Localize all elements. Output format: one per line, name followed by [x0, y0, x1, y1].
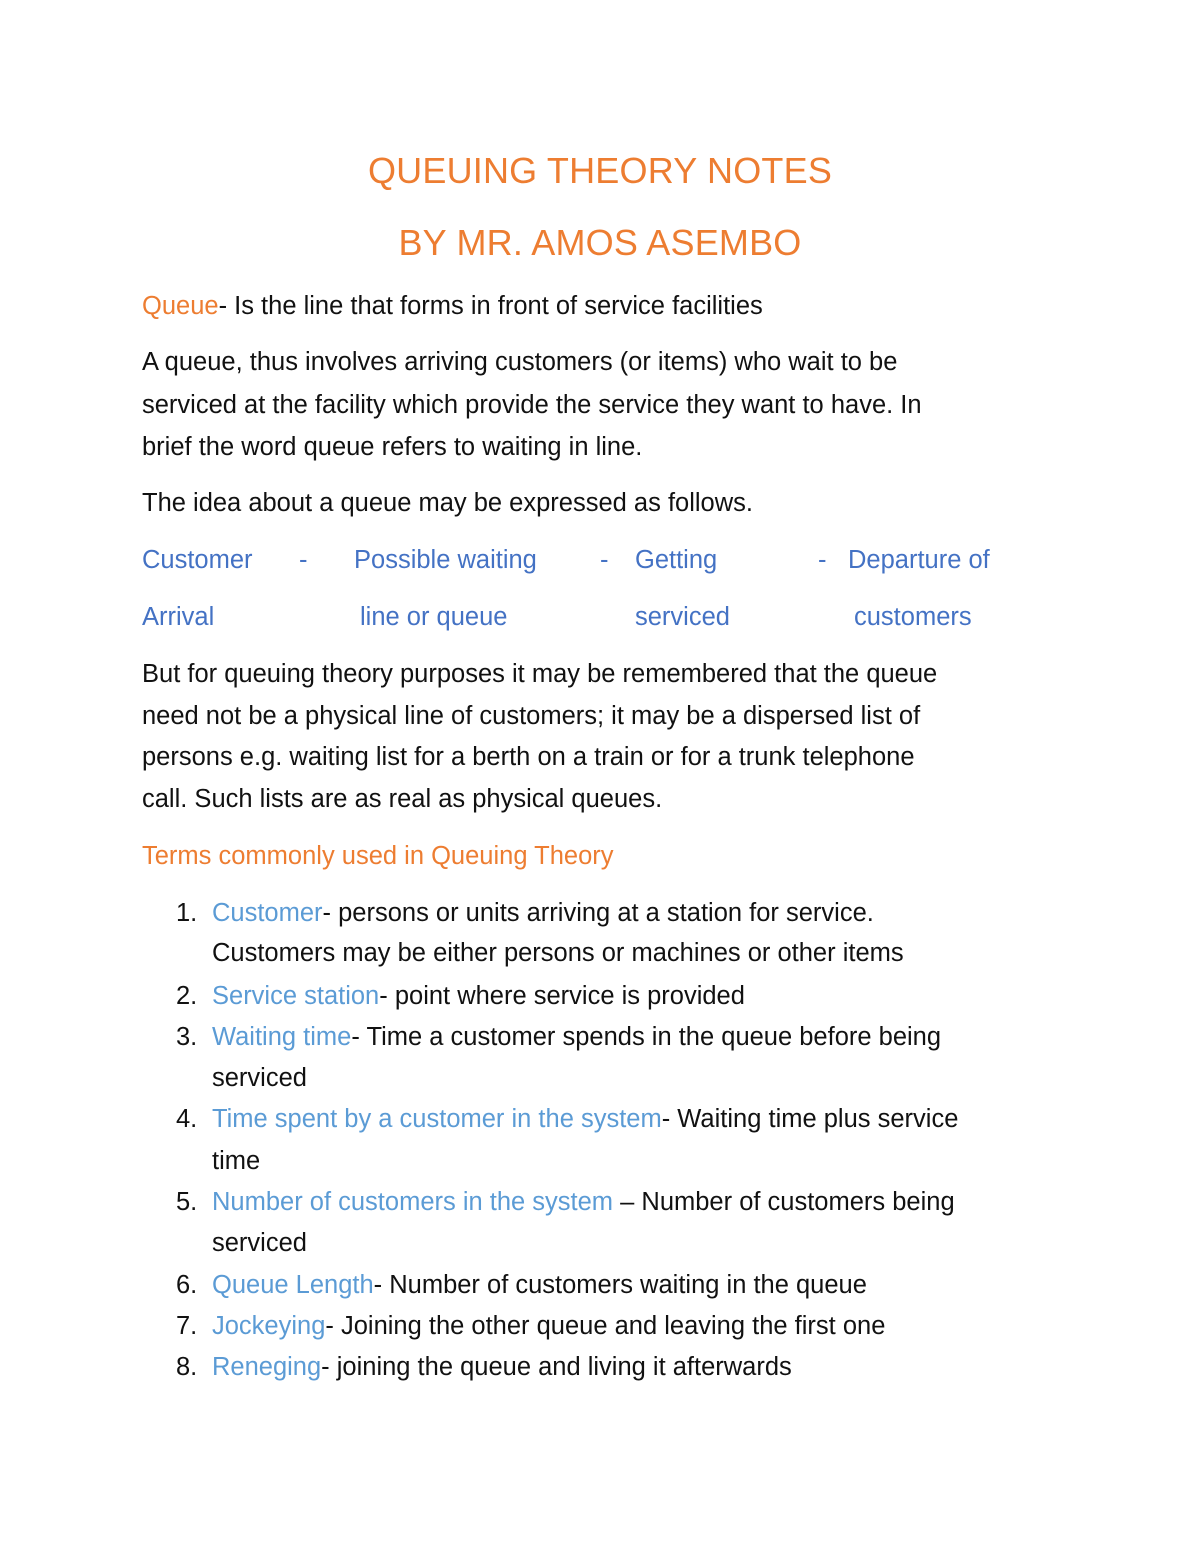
- list-item-term: Time spent by a customer in the system: [212, 1105, 662, 1133]
- flow-departure: Departure of: [848, 546, 990, 574]
- list-item: [212, 1271, 867, 1300]
- list-item-text: - persons or units arriving at a station for service.: [322, 899, 874, 927]
- list-item-term: Waiting time: [212, 1023, 352, 1051]
- list-item-text: - Waiting time plus service: [661, 1105, 959, 1133]
- list-item-continuation: serviced: [212, 1229, 307, 1257]
- document-title: QUEUING THEORY NOTES: [367, 150, 833, 191]
- list-item-text: - Number of customers waiting in the queue: [373, 1271, 867, 1299]
- para3-line1: But for queuing theory purposes it may be remembered that the queue: [142, 660, 938, 688]
- list-item-term: Customer: [212, 899, 323, 927]
- list-item: [212, 899, 874, 928]
- flow-getting: Getting: [635, 546, 718, 574]
- list-item-number: 3.: [176, 1023, 198, 1051]
- list-item-term: Number of customers in the system: [212, 1188, 614, 1216]
- flow-customers: customers: [854, 603, 972, 631]
- list-item-text: - point where service is provided: [379, 982, 745, 1010]
- para1-line2: serviced at the facility which provide the service they want to have. In: [142, 391, 922, 419]
- list-item-term: Queue Length: [212, 1271, 374, 1299]
- list-item: [212, 1188, 955, 1217]
- list-item: [212, 982, 745, 1011]
- list-item-term: Reneging: [212, 1353, 322, 1381]
- list-item: [212, 1353, 792, 1382]
- para3-line2: need not be a physical line of customers; it may be a dispersed list of: [142, 702, 921, 730]
- para3-line4: call. Such lists are as real as physical queues.: [142, 785, 663, 813]
- queue-definition: [142, 292, 763, 321]
- flow-serviced: serviced: [635, 603, 730, 631]
- list-item-continuation: time: [212, 1147, 261, 1175]
- list-item: [212, 1105, 958, 1134]
- para2: The idea about a queue may be expressed as follows.: [142, 489, 753, 517]
- para1-line3: brief the word queue refers to waiting in line.: [142, 433, 643, 461]
- list-item: [212, 1312, 885, 1341]
- list-item: [212, 1023, 941, 1052]
- list-item-continuation: serviced: [212, 1064, 307, 1092]
- definition-text: - Is the line that forms in front of service facilities: [218, 292, 763, 320]
- flow-arrival: Arrival: [142, 603, 215, 631]
- list-item-number: 5.: [176, 1188, 198, 1216]
- list-item-number: 2.: [176, 982, 198, 1010]
- flow-dash-1: -: [299, 546, 308, 574]
- list-item-continuation: Customers may be either persons or machines or other items: [212, 939, 904, 967]
- para3-line3: persons e.g. waiting list for a berth on a train or for a trunk telephone: [142, 743, 915, 771]
- list-item-text: - Joining the other queue and leaving the first one: [325, 1312, 886, 1340]
- definition-term: Queue: [142, 292, 219, 320]
- list-item-number: 7.: [176, 1312, 198, 1340]
- flow-dash-3: -: [818, 546, 827, 574]
- terms-heading: Terms commonly used in Queuing Theory: [142, 842, 614, 870]
- list-item-text: - joining the queue and living it afterwards: [321, 1353, 792, 1381]
- list-item-text: - Time a customer spends in the queue before being: [351, 1023, 942, 1051]
- list-item-number: 1.: [176, 899, 198, 927]
- flow-line-or-queue: line or queue: [360, 603, 508, 631]
- list-item-number: 4.: [176, 1105, 198, 1133]
- list-item-term: Jockeying: [212, 1312, 326, 1340]
- flow-possible-waiting: Possible waiting: [354, 546, 537, 574]
- para1-line1: A queue, thus involves arriving customers (or items) who wait to be: [142, 348, 898, 376]
- list-item-term: Service station: [212, 982, 380, 1010]
- list-item-number: 6.: [176, 1271, 198, 1299]
- list-item-number: 8.: [176, 1353, 198, 1381]
- flow-dash-2: -: [600, 546, 609, 574]
- list-item-text: – Number of customers being: [613, 1188, 955, 1216]
- document-author: BY MR. AMOS ASEMBO: [398, 222, 802, 263]
- flow-customer: Customer: [142, 546, 253, 574]
